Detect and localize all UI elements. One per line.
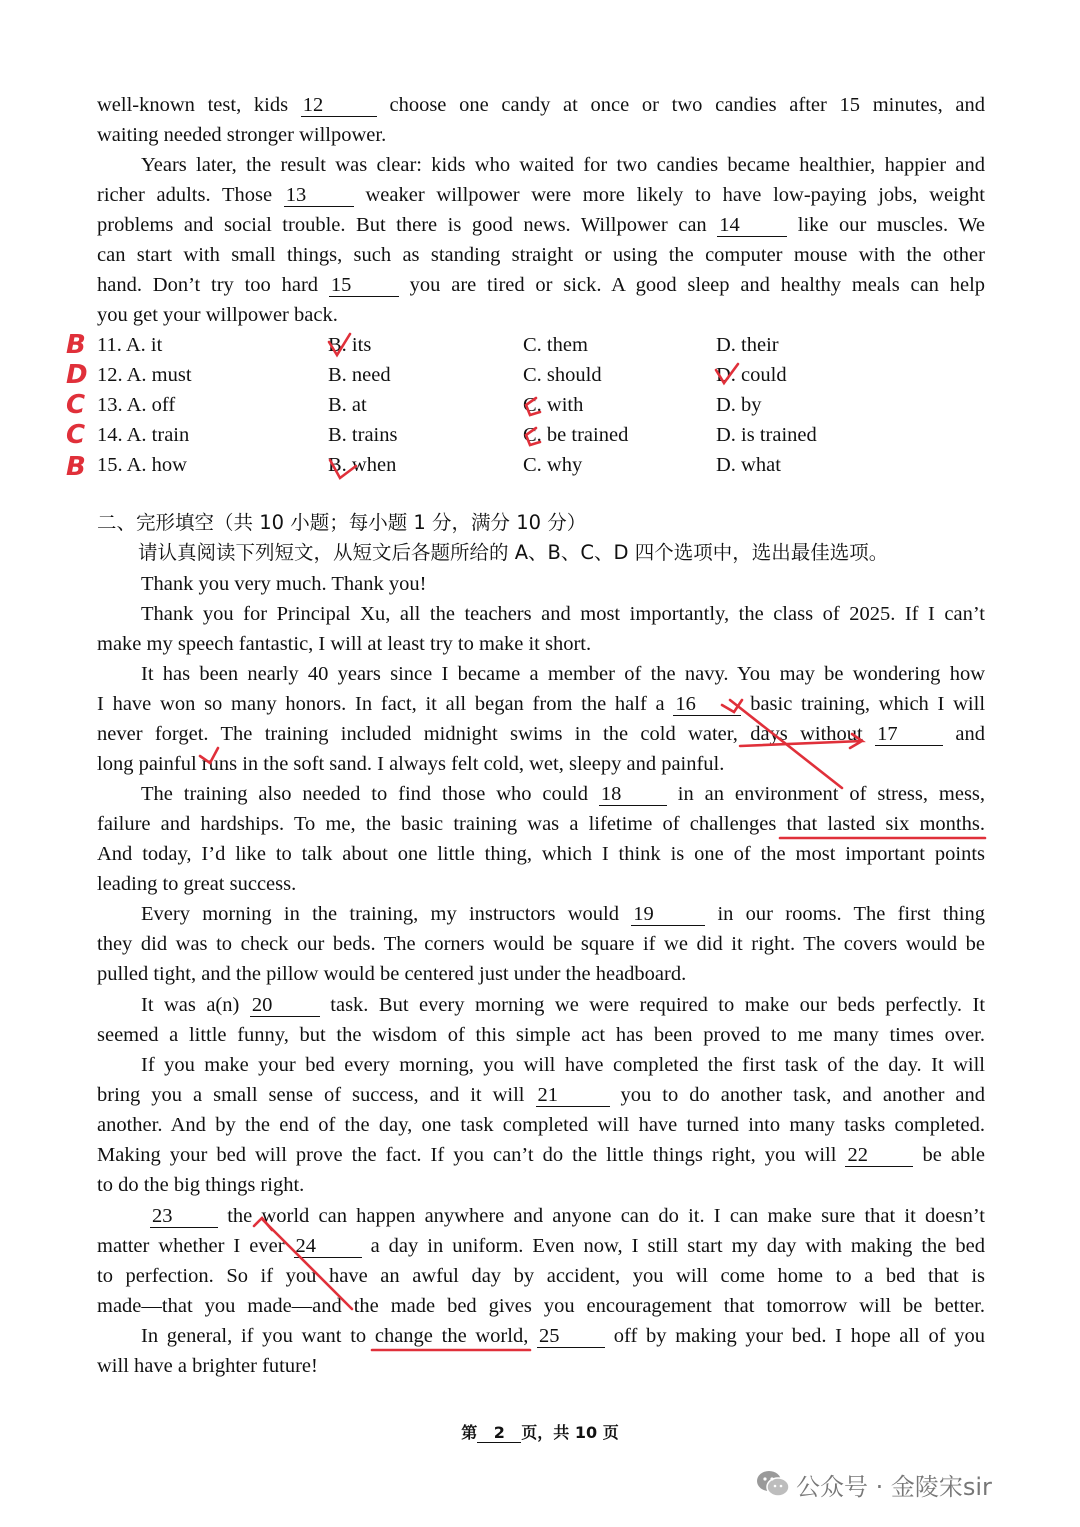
- passage-line: another. And by the end of the day, one task completed will have turned into many tasks completed.: [97, 1114, 985, 1136]
- passage-line: problems and social trouble. But there is good news. Willpower can 14 like our muscles. We: [97, 214, 986, 236]
- passage-line: Years later, the result was clear: kids who waited for two candies became healthier, happier and: [141, 154, 985, 176]
- passage-line: Every morning in the training, my instructors would 19 in our rooms. The first thing: [141, 903, 986, 925]
- blank-21: 21: [536, 1084, 610, 1107]
- passage-line: can start with small things, such as standing straight or using the computer mouse with the other: [97, 244, 985, 266]
- passage-line: failure and hardships. To me, the basic training was a lifetime of challenges that lasted six months.: [97, 813, 985, 835]
- blank-18: 18: [599, 783, 667, 806]
- passage-line: will have a brighter future!: [97, 1355, 318, 1377]
- passage-line: made—that you made—and the made bed gives you encouragement that tomorrow will be better.: [97, 1295, 985, 1317]
- blank-20: 20: [250, 994, 320, 1017]
- passage-line: richer adults. Those 13 weaker willpower were more likely to have low-paying jobs, weight: [97, 184, 985, 206]
- passage-line: they did was to check our beds. The corners would be square if we did it right. The covers would be: [97, 933, 985, 955]
- blank-25: 25: [537, 1325, 605, 1348]
- watermark: [756, 1466, 992, 1502]
- passage-line: hand. Don’t try too hard 15 you are tired or sick. A good sleep and healthy meals can help: [97, 274, 986, 296]
- section-title: 二、完形填空（共 10 小题；每小题 1 分，满分 10 分）: [97, 511, 587, 534]
- passage-line: waiting needed stronger willpower.: [97, 124, 387, 146]
- blank-24: 24: [294, 1235, 362, 1258]
- answer-mark-12: D: [66, 360, 88, 390]
- passage-line: pulled tight, and the pillow would be centered just under the headboard.: [97, 963, 687, 985]
- passage-line: well-known test, kids 12 choose one candy at once or two candies after 15 minutes, and: [97, 94, 986, 116]
- blank-14: 14: [717, 214, 787, 237]
- passage-line: leading to great success.: [97, 873, 297, 895]
- passage-line: In general, if you want to change the world, 25 off by making your bed. I hope all of you: [141, 1325, 985, 1347]
- passage-line: matter whether I ever 24 a day in uniform. Even now, I still start my day with making the bed: [97, 1235, 985, 1257]
- passage-line: 23 the world can happen anywhere and anyone can do it. I can make sure that it doesn’t: [152, 1205, 986, 1227]
- blank-13: 13: [284, 184, 354, 207]
- passage-line: long painful runs in the soft sand. I always felt cold, wet, sleepy and painful.: [97, 753, 725, 775]
- passage-line: bring you a small sense of success, and it will 21 you to do another task, and another and: [97, 1084, 985, 1106]
- passage-line: you get your willpower back.: [97, 304, 338, 326]
- section-instruction: 请认真阅读下列短文，从短文后各题所给的 A、B、C、D 四个选项中，选出最佳选项。: [138, 541, 889, 564]
- passage-line: Thank you very much. Thank you!: [141, 573, 427, 595]
- blank-23: 23: [150, 1205, 218, 1228]
- blank-16: 16: [673, 693, 741, 716]
- passage-line: Making your bed will prove the fact. If you can’t do the little things right, you will 22 be able: [97, 1144, 986, 1166]
- passage-line: The training also needed to find those who could 18 in an environment of stress, mess,: [141, 783, 986, 805]
- blank-19: 19: [631, 903, 705, 926]
- passage-line: seemed a little funny, but the wisdom of this simple act has been proved to me many times over.: [97, 1024, 985, 1046]
- blank-12: 12: [301, 94, 377, 117]
- passage-line: If you make your bed every morning, you will have completed the first task of the day. It will: [141, 1054, 985, 1076]
- page-footer: 第 2 页，共 10 页: [461, 1423, 619, 1442]
- passage-line: It has been nearly 40 years since I became a member of the navy. You may be wondering how: [141, 663, 985, 685]
- passage-line: I have won so many honors. In fact, it all began from the half a 16 basic training, which I will: [97, 693, 986, 715]
- passage-line: to do the big things right.: [97, 1174, 305, 1196]
- answer-mark-15: B: [66, 452, 86, 482]
- wechat-icon: [756, 1469, 790, 1499]
- answer-mark-13: C: [66, 390, 86, 420]
- exam-page: well-known test, kids 12 choose one candy at once or two candies after 15 minutes, and waiting needed stronger willpower. Years later, the result was clear: kids who waited for two candies became healthier, happier and richer adults. Those 13 weaker willpower were more likely to have low-paying jobs, weight problems and social trouble. But there is good news. Willpower can 14 like our muscles. We can start with small things, such as standing straight or using the computer mouse with the other hand. Don’t try too hard 15 you are tired or sick. A good sleep and healthy meals can help you get your willpower back. B 11. A. it B. its C. them D. their D 12. A. must B. need C. should D. could C 13. A. off B. at C. with D. by C 14. A. train B. trains C. be trained D. is trained B 15. A. how B. when C. why D. what 二、完形填空（共 10 小题；每小题 1 分，满分 10 分） 请认真阅读下列短文，从短文后各题所给的 A、B、C、D 四个选项中，选出最佳选项。 Thank you very much. Thank you! Thank you for Principal Xu, all the teachers and most importantly, the class of 2025. If I can’t make my speech fantastic, I will at least try to make it short. It has been nearly 40 years since I became a member of the navy. You may be wondering how I have won so many honors. In fact, it all began from the half a 16 basic training, which I will never forget. The training included midnight swims in the cold water, days without 17 and long painful runs in the soft sand. I always felt cold, wet, sleepy and painful. The training also needed to find those who could 18 in an environment of stress, mess, failure and hardships. To me, the basic training was a lifetime of challenges that lasted six months. And today, I’d like to talk about one little thing, which I think is one of the most important points leading to great success. Every morning in the training, my instructors would 19 in our rooms. The first thing they did was to check our beds. The corners would be square if we did it right. The covers would be pulled tight, and the pillow would be centered just under the headboard. It was a(n) 20 task. But every morning we were required to make our beds perfectly. It seemed a little funny, but the wisdom of this simple act has been proved to me many times over. If you make your bed every morning, you will have completed the first task of the day. It will bring you a small sense of success, and it will 21 you to do another task, and another and another. And by the end of the day, one task completed will have turned into many tasks completed. Making your bed will prove the fact. If you can’t do the little things right, you will 22 be able to do the big things right. 23 the world can happen anywhere and anyone can do it. I can make sure that it doesn’t matter whether I ever 24 a day in uniform. Even now, I still start my day with making the bed to perfection. So if you have an awful day by accident, you will come home to a bed that is made—that you made—and the made bed gives you encouragement that tomorrow will be better. In general, if you want to change the world, 25 off by making your bed. I hope all of you will have a brighter future! 第 2 页，共 10 页 公众号 · 金陵宋sir: [0, 0, 1080, 1527]
- answer-mark-14: C: [66, 420, 86, 450]
- answer-mark-11: B: [66, 330, 86, 360]
- passage-line: Thank you for Principal Xu, all the teachers and most importantly, the class of 2025. If I can’t: [141, 603, 985, 625]
- page-number: 2: [477, 1423, 521, 1443]
- blank-15: 15: [329, 274, 399, 297]
- passage-line: never forget. The training included midnight swims in the cold water, days without 17 and: [97, 723, 986, 745]
- passage-line: It was a(n) 20 task. But every morning we were required to make our beds perfectly. It: [141, 994, 986, 1016]
- passage-line: make my speech fantastic, I will at least try to make it short.: [97, 633, 592, 655]
- watermark-text: 公众号 · 金陵宋sir: [796, 1472, 992, 1501]
- passage-line: to perfection. So if you have an awful day by accident, you will come home to a bed that is: [97, 1265, 985, 1287]
- blank-17: 17: [875, 723, 943, 746]
- blank-22: 22: [845, 1144, 913, 1167]
- passage-line: And today, I’d like to talk about one little thing, which I think is one of the most important points: [97, 843, 985, 865]
